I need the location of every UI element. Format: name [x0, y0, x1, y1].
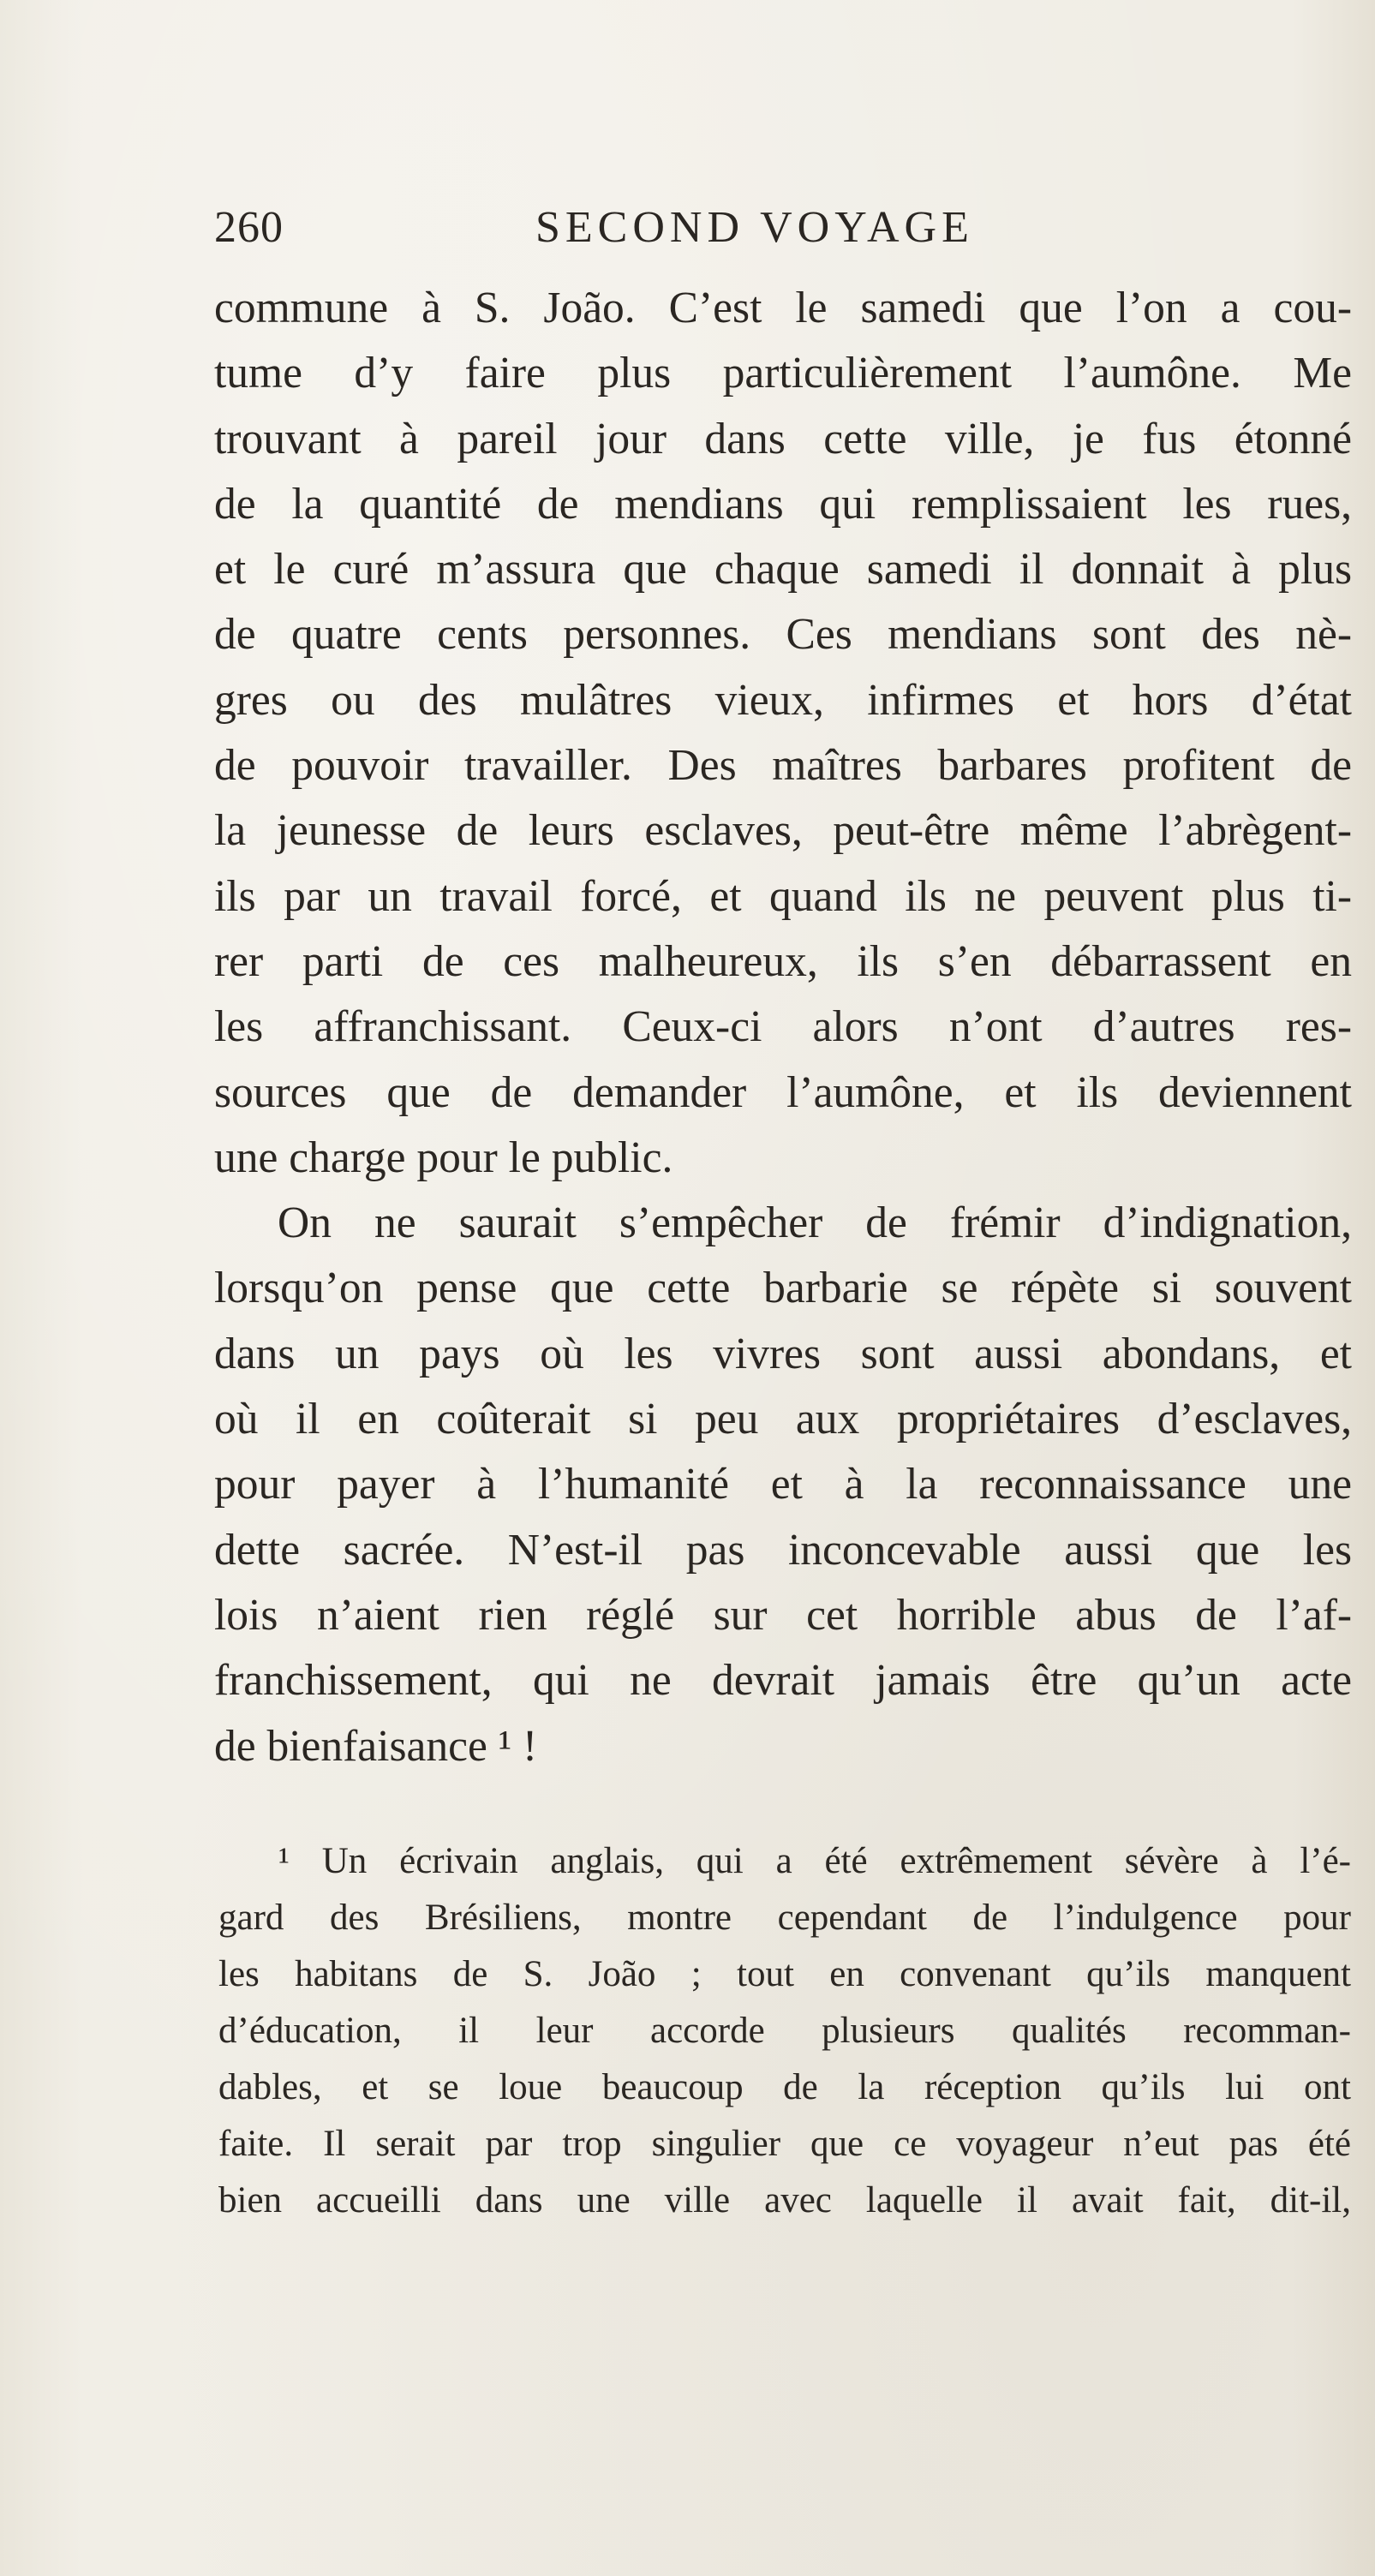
paragraph-end-line: de bienfaisance ¹ !: [214, 1721, 538, 1771]
footnote-line: dables, et se loue beaucoup de la réception qu’ils lui ont: [218, 2067, 1351, 2107]
text-line: ils par un travail forcé, et quand ils ne peuvent plus ti-: [214, 871, 1352, 921]
text-line: rer parti de ces malheureux, ils s’en débarrassent en: [214, 936, 1352, 986]
text-line: lorsqu’on pense que cette barbarie se répète si souvent: [214, 1264, 1352, 1313]
text-line: commune à S. João. C’est le samedi que l’on a cou-: [214, 284, 1352, 332]
paragraph-start-line: On ne saurait s’empêcher de frémir d’indignation,: [278, 1198, 1352, 1248]
text-line: dans un pays où les vivres sont aussi abondans, et: [214, 1329, 1352, 1378]
text-line: lois n’aient rien réglé sur cet horrible abus de l’af-: [214, 1590, 1352, 1640]
text-line: la jeunesse de leurs esclaves, peut-être même l’abrègent-: [214, 806, 1352, 856]
text-line: dette sacrée. N’est-il pas inconcevable aussi que les: [214, 1525, 1352, 1575]
text-line: de la quantité de mendians qui remplissaient les rues,: [214, 479, 1352, 529]
text-line: tume d’y faire plus particulièrement l’aumône. Me: [214, 349, 1352, 398]
text-line: franchissement, qui ne devrait jamais être qu’un acte: [214, 1656, 1352, 1706]
paragraph-end-line: une charge pour le public.: [214, 1133, 673, 1182]
text-line: sources que de demander l’aumône, et ils deviennent: [214, 1067, 1352, 1117]
footnote-line: faite. Il serait par trop singulier que ce voyageur n’eut pas été: [218, 2124, 1351, 2164]
text-line: pour payer à l’humanité et à la reconnaissance une: [214, 1460, 1352, 1509]
footnote-line: d’éducation, il leur accorde plusieurs qualités recomman-: [218, 2011, 1351, 2051]
page-header: [214, 202, 1071, 271]
footnote-line: ¹ Un écrivain anglais, qui a été extrêmement sévère à l’é-: [278, 1841, 1351, 1881]
text-line: et le curé m’assura que chaque samedi il donnait à plus: [214, 545, 1352, 595]
text-line: les affranchissant. Ceux-ci alors n’ont d’autres res-: [214, 1002, 1352, 1052]
main-text: [214, 276, 1352, 1779]
text-line: gres ou des mulâtres vieux, infirmes et hors d’état: [214, 675, 1352, 725]
text-line: où il en coûterait si peu aux propriétaires d’esclaves,: [214, 1395, 1352, 1444]
running-title: SECOND VOYAGE: [535, 203, 974, 252]
footnote-line: les habitans de S. João ; tout en convenant qu’ils manquent: [218, 1954, 1351, 1994]
footnote-line: bien accueilli dans une ville avec laquelle il avait fait, dit-il,: [218, 2180, 1351, 2220]
text-line: de quatre cents personnes. Ces mendians sont des nè-: [214, 610, 1352, 660]
text-line: de pouvoir travailler. Des maîtres barbares profitent de: [214, 741, 1352, 791]
page-number: 260: [214, 203, 284, 252]
footnote: [218, 1833, 1351, 2229]
text-line: trouvant à pareil jour dans cette ville, je fus étonné: [214, 414, 1352, 463]
footnote-line: gard des Brésiliens, montre cependant de l’indulgence pour: [218, 1898, 1351, 1938]
